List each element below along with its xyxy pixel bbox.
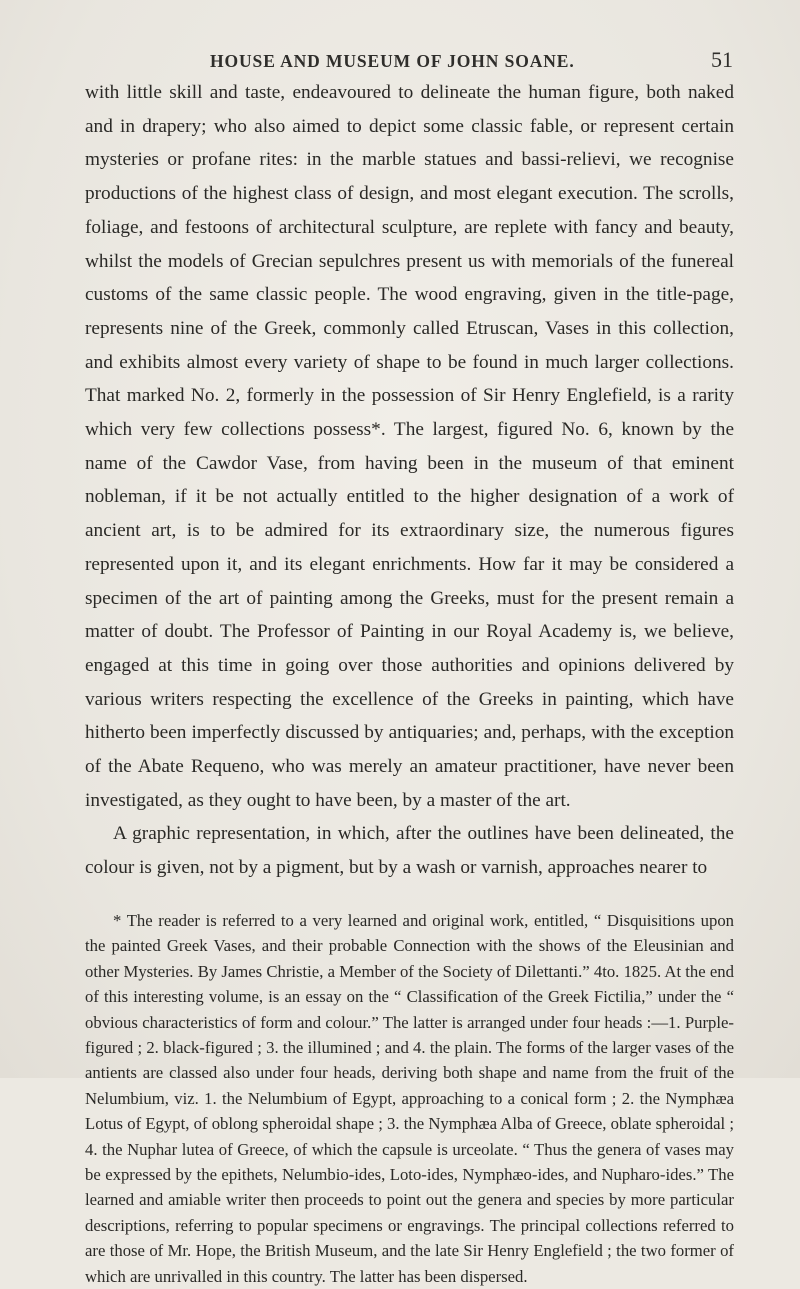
- footnote: [85, 908, 734, 1289]
- footnote-text: * The reader is referred to a very learned and original work, entitled, “ Disquisitions upon the painted Greek Vases, and their probable Connection with the shows of the Eleusinian and other Mysteries. By James Christie, a Member of the Society of Dilettanti.” 4to. 1825. At the end of this interesting volume, is an essay on the “ Classification of the Greek Fictilia,” under the “ obvious characteristics of form and colour.” The latter is arranged under four heads :—1. Purple-figured ; 2. black-figured ; 3. the illumined ; and 4. the plain. The forms of the larger vases of the antients are classed also under four heads, deriving both shape and name from the fruit of the Nelumbium, viz. 1. the Nelumbium of Egypt, approaching to a conical form ; 2. the Nymphæa Lotus of Egypt, of oblong spheroidal shape ; 3. the Nymphæa Alba of Greece, oblate spheroidal ; 4. the Nuphar lutea of Greece, of which the capsule is urceolate. “ Thus the genera of vases may be expressed by the epithets, Nelumbio-ides, Loto-ides, Nymphæo-ides, and Nupharo-ides.” The learned and amiable writer then proceeds to point out the genera and species by more particular descriptions, referring to popular specimens or engravings. The principal collections referred to are those of Mr. Hope, the British Museum, and the late Sir Henry Englefield ; the two former of which are unrivalled in this country. The latter has been dispersed.: [85, 910, 734, 1286]
- body-text: [85, 76, 734, 885]
- paragraph: A graphic representation, in which, after the outlines have been delineated, the colour is given, not by a pigment, but by a wash or varnish, approaches nearer to: [85, 823, 734, 879]
- page-number: 51: [711, 47, 733, 72]
- running-title: HOUSE AND MUSEUM OF JOHN SOANE.: [210, 51, 575, 71]
- paragraph: with little skill and taste, endeavoured to delineate the human figure, both naked and in drapery; who also aimed to depict some classic fable, or represent certain mysteries or profane rites: in the marble statues and bassi-relievi, we recognise productions of the highest class of design, and most elegant execution. The scrolls, foliage, and festoons of architectural sculpture, are replete with fancy and beauty, whilst the models of Grecian sepulchres present us with memorials of the funereal customs of the same classic people. The wood engraving, given in the title-page, represents nine of the Greek, commonly called Etruscan, Vases in this collection, and exhibits almost every variety of shape to be found in much larger collections. That marked No. 2, formerly in the possession of Sir Henry Englefield, is a rarity which very few collections possess*. The largest, figured No. 6, known by the name of the Cawdor Vase, from having been in the museum of that eminent nobleman, if it be not actually entitled to the higher designation of a work of ancient art, is to be admired for its extraordinary size, the numerous figures represented upon it, and its elegant enrichments. How far it may be considered a specimen of the art of painting among the Greeks, must for the present remain a matter of doubt. The Professor of Painting in our Royal Academy is, we believe, engaged at this time in going over those authorities and opinions delivered by various writers respecting the excellence of the Greeks in painting, which have hitherto been imperfectly discussed by antiquaries; and, perhaps, with the exception of the Abate Requeno, who was merely an amateur practitioner, have never been investigated, as they ought to have been, by a master of the art.: [85, 82, 734, 811]
- running-head: [0, 0, 800, 76]
